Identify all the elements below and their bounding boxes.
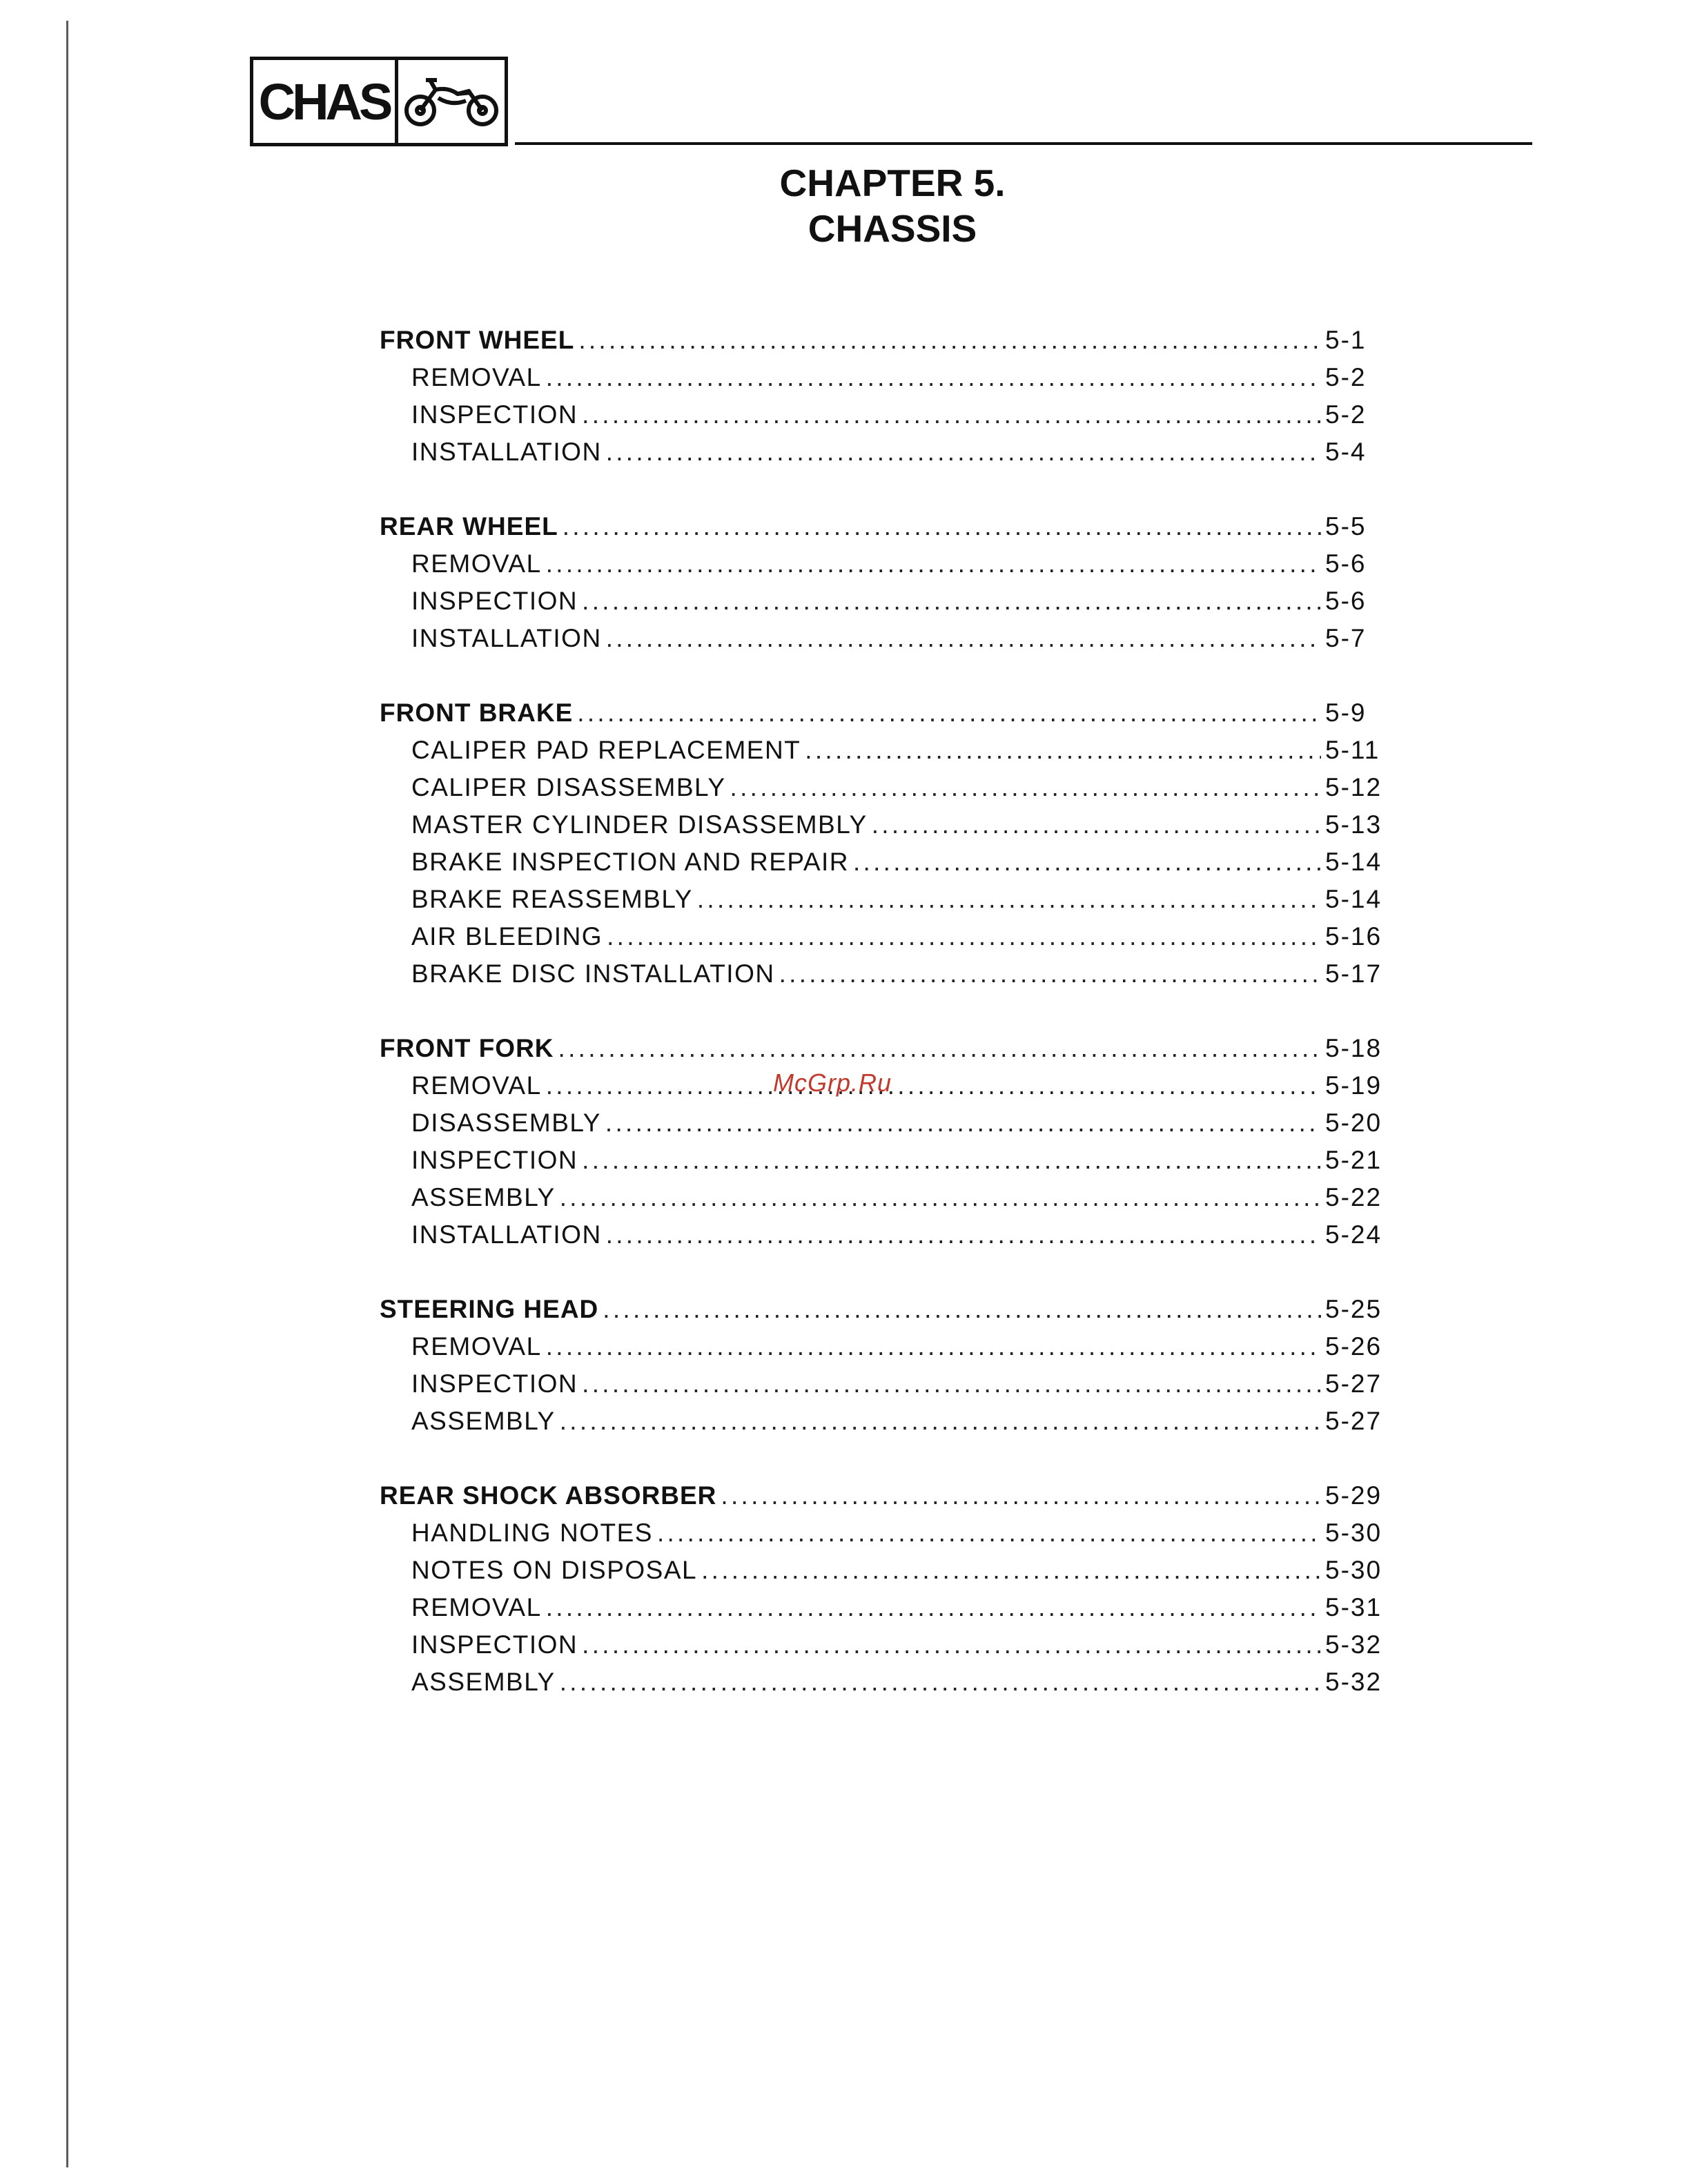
toc-item-page: 5-30 bbox=[1325, 1556, 1382, 1584]
toc-item[interactable] bbox=[380, 806, 1394, 844]
chapter-name: CHASSIS bbox=[808, 207, 977, 250]
toc-item-page: 5-27 bbox=[1325, 1407, 1382, 1435]
toc-section bbox=[380, 1030, 1394, 1254]
toc-item[interactable] bbox=[380, 732, 1394, 769]
dot-leader bbox=[582, 1365, 1321, 1403]
toc-heading-title: FRONT FORK bbox=[380, 1034, 554, 1062]
dot-leader bbox=[605, 1104, 1321, 1142]
toc-item-title: INSTALLATION bbox=[411, 624, 602, 652]
toc-item-page: 5-21 bbox=[1325, 1146, 1382, 1174]
toc-section bbox=[380, 1477, 1394, 1701]
toc-item-page: 5-30 bbox=[1325, 1519, 1382, 1547]
toc-item-page: 5-32 bbox=[1325, 1630, 1382, 1659]
toc-item[interactable] bbox=[380, 1552, 1394, 1589]
dot-leader bbox=[558, 1030, 1321, 1067]
toc-item[interactable] bbox=[380, 1626, 1394, 1664]
dot-leader bbox=[563, 508, 1321, 545]
toc-item-title: REMOVAL bbox=[411, 363, 542, 391]
binding-margin-line bbox=[66, 21, 68, 2167]
dot-leader bbox=[578, 322, 1321, 359]
toc-item-title: INSPECTION bbox=[411, 1369, 578, 1398]
toc-item-page: 5-24 bbox=[1325, 1220, 1382, 1249]
toc-heading[interactable] bbox=[380, 508, 1394, 545]
toc-item-page: 5-20 bbox=[1325, 1109, 1382, 1137]
toc-item-page: 5-2 bbox=[1325, 400, 1367, 429]
dot-leader bbox=[546, 1589, 1321, 1626]
toc-item[interactable] bbox=[380, 1514, 1394, 1552]
toc-heading-page: 5-29 bbox=[1325, 1481, 1382, 1510]
toc-item[interactable] bbox=[380, 433, 1394, 471]
toc-heading-title: FRONT BRAKE bbox=[380, 699, 574, 727]
toc-item-title: INSPECTION bbox=[411, 400, 578, 429]
toc-heading-page: 5-25 bbox=[1325, 1295, 1382, 1323]
toc-section bbox=[380, 1291, 1394, 1440]
dot-leader bbox=[546, 1328, 1321, 1365]
toc-item[interactable] bbox=[380, 620, 1394, 657]
toc-item-title: REMOVAL bbox=[411, 1332, 542, 1361]
motorcycle-icon bbox=[398, 60, 505, 143]
toc-item-page: 5-27 bbox=[1325, 1369, 1382, 1398]
toc-item-title: BRAKE DISC INSTALLATION bbox=[411, 959, 775, 988]
toc-heading-page: 5-18 bbox=[1325, 1034, 1382, 1062]
toc-heading-page: 5-5 bbox=[1325, 512, 1367, 540]
toc-item-page: 5-16 bbox=[1325, 922, 1382, 950]
dot-leader bbox=[697, 881, 1321, 918]
toc-item[interactable] bbox=[380, 396, 1394, 433]
dot-leader bbox=[577, 694, 1321, 732]
toc-section bbox=[380, 694, 1394, 993]
dot-leader bbox=[607, 918, 1321, 955]
toc-item-page: 5-11 bbox=[1325, 736, 1380, 764]
toc-item[interactable] bbox=[380, 1142, 1394, 1179]
dot-leader bbox=[606, 1216, 1321, 1254]
toc-item-title: CALIPER DISASSEMBLY bbox=[411, 773, 726, 801]
dot-leader bbox=[560, 1664, 1321, 1701]
header-rule bbox=[515, 142, 1532, 145]
toc-item[interactable] bbox=[380, 583, 1394, 620]
toc-item-title: REMOVAL bbox=[411, 1593, 542, 1621]
chapter-title bbox=[0, 160, 1691, 251]
dot-leader bbox=[582, 583, 1321, 620]
toc-item[interactable] bbox=[380, 844, 1394, 881]
table-of-contents bbox=[380, 322, 1394, 1738]
toc-item-title: ASSEMBLY bbox=[411, 1183, 556, 1211]
dot-leader bbox=[606, 433, 1321, 471]
dot-leader bbox=[560, 1403, 1321, 1440]
toc-item-page: 5-19 bbox=[1325, 1071, 1382, 1100]
toc-item[interactable] bbox=[380, 359, 1394, 396]
toc-item-page: 5-4 bbox=[1325, 438, 1367, 466]
toc-item[interactable] bbox=[380, 545, 1394, 583]
toc-item-page: 5-31 bbox=[1325, 1593, 1382, 1621]
dot-leader bbox=[730, 769, 1321, 806]
toc-item-title: INSPECTION bbox=[411, 587, 578, 615]
toc-item-title: INSPECTION bbox=[411, 1630, 578, 1659]
toc-item-title: NOTES ON DISPOSAL bbox=[411, 1556, 698, 1584]
toc-item-page: 5-26 bbox=[1325, 1332, 1382, 1361]
dot-leader bbox=[853, 844, 1321, 881]
toc-item-title: MASTER CYLINDER DISASSEMBLY bbox=[411, 810, 868, 839]
toc-heading-title: FRONT WHEEL bbox=[380, 326, 575, 354]
dot-leader bbox=[872, 806, 1321, 844]
toc-item-page: 5-22 bbox=[1325, 1183, 1382, 1211]
chapter-badge-label: CHAS bbox=[253, 60, 398, 143]
toc-heading-page: 5-1 bbox=[1325, 326, 1367, 354]
chapter-number: CHAPTER 5. bbox=[779, 162, 1006, 204]
toc-item-page: 5-14 bbox=[1325, 885, 1382, 913]
toc-heading[interactable] bbox=[380, 1477, 1394, 1514]
toc-item-title: ASSEMBLY bbox=[411, 1668, 556, 1696]
toc-item-title: INSPECTION bbox=[411, 1146, 578, 1174]
dot-leader bbox=[560, 1179, 1321, 1216]
toc-item[interactable] bbox=[380, 1104, 1394, 1142]
toc-item-page: 5-7 bbox=[1325, 624, 1367, 652]
toc-item-title: CALIPER PAD REPLACEMENT bbox=[411, 736, 801, 764]
dot-leader bbox=[701, 1552, 1321, 1589]
toc-item-title: INSTALLATION bbox=[411, 1220, 602, 1249]
toc-item-title: AIR BLEEDING bbox=[411, 922, 603, 950]
dot-leader bbox=[603, 1291, 1321, 1328]
watermark: McGrp.Ru bbox=[773, 1069, 892, 1097]
toc-item-title: REMOVAL bbox=[411, 549, 542, 578]
toc-item-title: HANDLING NOTES bbox=[411, 1519, 653, 1547]
dot-leader bbox=[606, 620, 1321, 657]
toc-item[interactable] bbox=[380, 881, 1394, 918]
dot-leader bbox=[805, 732, 1321, 769]
dot-leader bbox=[582, 1142, 1321, 1179]
chapter-badge bbox=[250, 57, 508, 146]
dot-leader bbox=[546, 545, 1321, 583]
toc-item-title: BRAKE INSPECTION AND REPAIR bbox=[411, 848, 849, 876]
toc-item-page: 5-2 bbox=[1325, 363, 1367, 391]
toc-heading[interactable] bbox=[380, 1030, 1394, 1067]
dot-leader bbox=[657, 1514, 1321, 1552]
toc-item[interactable] bbox=[380, 1664, 1394, 1701]
dot-leader bbox=[582, 1626, 1321, 1664]
toc-item-title: ASSEMBLY bbox=[411, 1407, 556, 1435]
toc-heading[interactable] bbox=[380, 694, 1394, 732]
dot-leader bbox=[779, 955, 1321, 993]
toc-item-title: INSTALLATION bbox=[411, 438, 602, 466]
toc-item-title: DISASSEMBLY bbox=[411, 1109, 601, 1137]
toc-heading-title: STEERING HEAD bbox=[380, 1295, 599, 1323]
toc-heading[interactable] bbox=[380, 1291, 1394, 1328]
toc-item[interactable] bbox=[380, 918, 1394, 955]
toc-item[interactable] bbox=[380, 1365, 1394, 1403]
toc-item[interactable] bbox=[380, 1403, 1394, 1440]
toc-heading-title: REAR WHEEL bbox=[380, 512, 558, 540]
toc-item-page: 5-13 bbox=[1325, 810, 1382, 839]
dot-leader bbox=[546, 359, 1321, 396]
toc-heading-page: 5-9 bbox=[1325, 699, 1367, 727]
toc-item[interactable] bbox=[380, 1216, 1394, 1254]
toc-heading[interactable] bbox=[380, 322, 1394, 359]
toc-section bbox=[380, 322, 1394, 471]
toc-item-title: REMOVAL bbox=[411, 1071, 542, 1100]
dot-leader bbox=[582, 396, 1321, 433]
toc-item-page: 5-14 bbox=[1325, 848, 1382, 876]
toc-item-page: 5-17 bbox=[1325, 959, 1382, 988]
dot-leader bbox=[721, 1477, 1321, 1514]
toc-item[interactable] bbox=[380, 1589, 1394, 1626]
toc-item-page: 5-32 bbox=[1325, 1668, 1382, 1696]
toc-item[interactable] bbox=[380, 769, 1394, 806]
toc-item-page: 5-6 bbox=[1325, 587, 1367, 615]
dot-leader bbox=[546, 1067, 1321, 1104]
toc-item[interactable] bbox=[380, 955, 1394, 993]
toc-heading-title: REAR SHOCK ABSORBER bbox=[380, 1481, 717, 1510]
toc-item-page: 5-6 bbox=[1325, 549, 1367, 578]
toc-item-title: BRAKE REASSEMBLY bbox=[411, 885, 693, 913]
toc-item[interactable] bbox=[380, 1179, 1394, 1216]
toc-item[interactable] bbox=[380, 1328, 1394, 1365]
toc-section bbox=[380, 508, 1394, 657]
toc-item-page: 5-12 bbox=[1325, 773, 1382, 801]
